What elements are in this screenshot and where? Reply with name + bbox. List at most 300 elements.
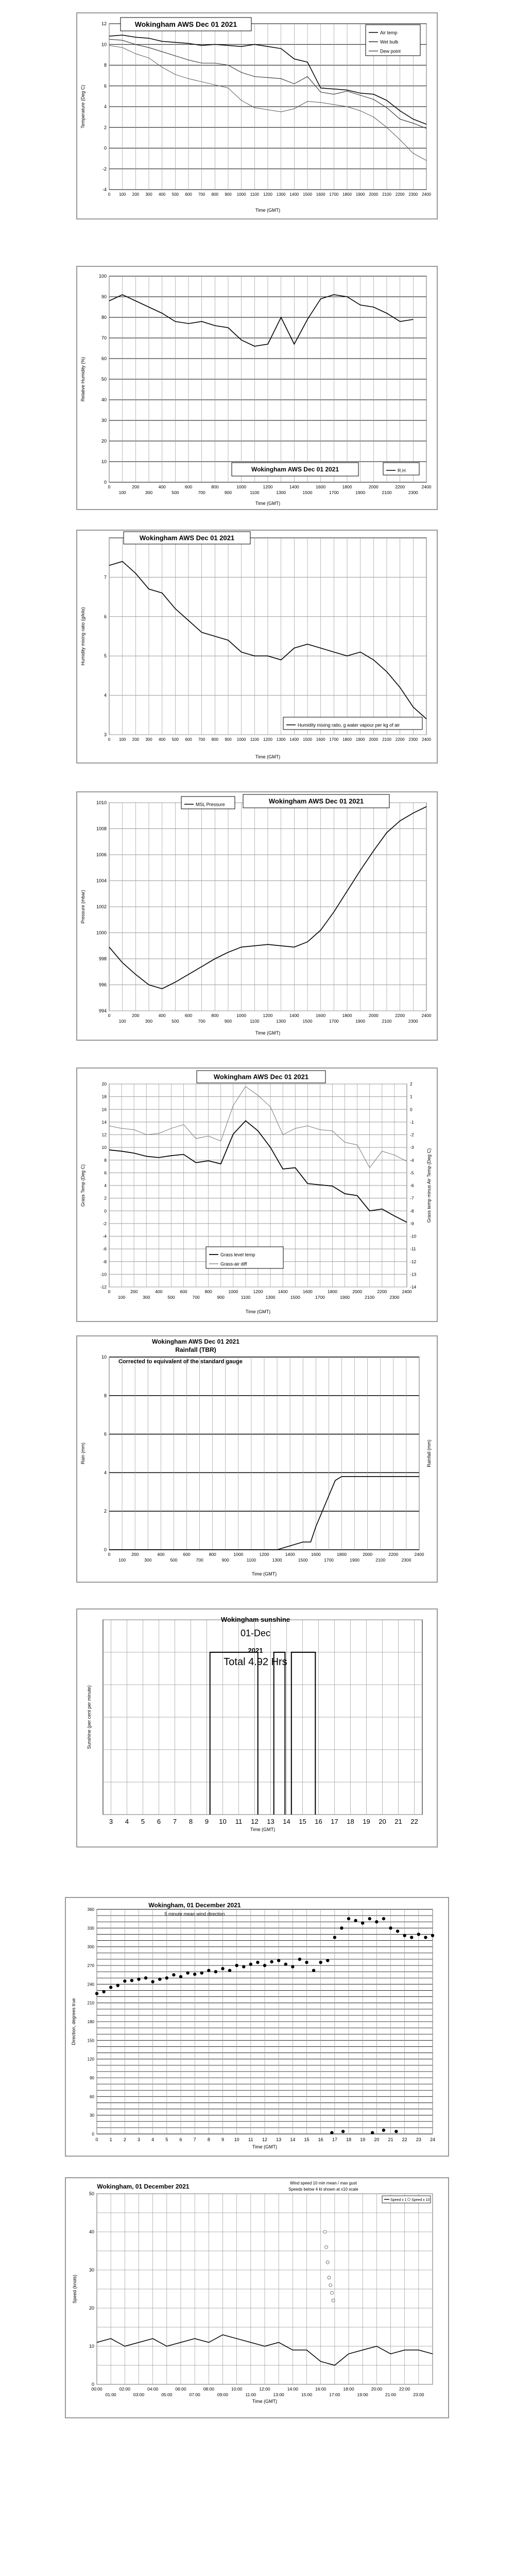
x-tick-label: 0: [108, 737, 111, 742]
x-tick-label: 2300: [408, 737, 418, 742]
x-tick-label: 800: [211, 737, 219, 742]
x-tick-label: 400: [158, 737, 166, 742]
x-tick-label: 2100: [382, 737, 391, 742]
y-tick-label: -4: [102, 187, 107, 192]
chart-subtitle: 5 minute mean wind direction: [164, 1911, 225, 1917]
x-tick-label: 1800: [342, 192, 352, 197]
y-tick-label: 6: [104, 1170, 107, 1176]
y2-tick-label: 0: [410, 1107, 413, 1112]
x-tick-label: 17: [332, 2137, 337, 2142]
x-tick-label: 0: [108, 484, 111, 489]
y-tick-label: 12: [101, 21, 107, 26]
chart-title: Wokingham AWS Dec 01 2021: [134, 20, 237, 28]
x-tick-label: 18: [346, 2137, 352, 2142]
grass-temp-chart-panel: [76, 1067, 438, 1322]
y-axis-label: Rain (mm): [80, 1443, 85, 1464]
x-tick-label: 2200: [395, 484, 405, 489]
direction-point: [347, 1917, 350, 1920]
y-tick-label: 40: [101, 397, 107, 402]
rainfall-chart: [77, 1336, 437, 1582]
y-tick-label: 14: [101, 1119, 107, 1125]
legend-label-0: R.H: [398, 468, 406, 473]
y-tick-label: 50: [89, 2191, 94, 2196]
y2-tick-label: -1: [410, 1119, 414, 1125]
x-tick-label: 1100: [250, 737, 259, 742]
y-tick-label: 996: [98, 982, 107, 988]
x-tick-label: 14: [283, 1818, 290, 1825]
y-tick-label: 2: [104, 1195, 107, 1201]
x-tick-label: 15: [299, 1818, 306, 1825]
direction-point: [235, 1964, 238, 1967]
x-tick-label: 1900: [340, 1295, 350, 1300]
x-tick-label: 800: [209, 1552, 216, 1557]
x-tick-label: 13: [276, 2137, 282, 2142]
y-tick-label: -2: [102, 1221, 107, 1226]
x-tick-label: 3: [137, 2137, 141, 2142]
x-tick-label: 1300: [276, 192, 286, 197]
legend-label-0: Humidity mixing ratio, g water vapour per kg of air: [298, 722, 400, 728]
x-tick-label: 2300: [408, 192, 418, 197]
x-tick-label: 200: [132, 484, 140, 489]
x-tick-label: 10: [234, 2137, 239, 2142]
y2-tick-label: -2: [410, 1132, 414, 1138]
x-tick-label: 24: [430, 2137, 436, 2142]
y-tick-label: -8: [102, 1259, 107, 1264]
y-axis-label: Speed (knots): [72, 2274, 77, 2304]
y-tick-label: 8: [104, 1157, 107, 1163]
legend-label-0: MSL Pressure: [196, 802, 225, 807]
y2-tick-label: -4: [410, 1157, 414, 1163]
x-tick-label: 700: [198, 1019, 205, 1024]
x-tick-label: 1000: [236, 737, 246, 742]
x-tick-label: 19: [363, 1818, 370, 1825]
x-tick-label: 02:00: [119, 2386, 130, 2392]
mixing-ratio-chart: [77, 531, 437, 762]
x-axis-label: Time (GMT): [250, 1827, 276, 1832]
x-tick-label: 16: [315, 1818, 322, 1825]
y-tick-label: 300: [87, 1944, 94, 1950]
y-tick-label: 8: [104, 62, 107, 68]
y-tick-label: 20: [101, 438, 107, 444]
direction-point: [256, 1961, 259, 1964]
x-tick-label: 200: [132, 192, 140, 197]
direction-point: [341, 2130, 345, 2133]
year-label: 2021: [248, 1647, 263, 1654]
y-tick-label: 1000: [96, 930, 107, 936]
x-tick-label: 1700: [329, 737, 339, 742]
y-tick-label: 1004: [96, 878, 107, 884]
mixing-ratio-chart-panel: [76, 530, 438, 764]
x-tick-label: 2400: [422, 192, 431, 197]
y-tick-label: 1010: [96, 800, 107, 805]
direction-point: [116, 1984, 119, 1987]
x-tick-label: 100: [117, 1295, 126, 1300]
chart-title: Wokingham, 01 December 2021: [148, 1902, 241, 1909]
direction-point: [382, 1917, 385, 1920]
direction-point: [123, 1979, 126, 1982]
x-tick-label: 1700: [329, 490, 339, 495]
direction-point: [382, 2129, 385, 2132]
x-tick-label: 200: [130, 1289, 138, 1294]
x-tick-label: 700: [196, 1557, 203, 1563]
x-tick-label: 01:00: [105, 2392, 116, 2397]
y-tick-label: 5: [104, 653, 107, 659]
y-tick-label: -2: [102, 166, 107, 172]
x-tick-label: 500: [167, 1295, 175, 1300]
x-tick-label: 1400: [278, 1289, 288, 1294]
y2-axis-label: Rainfall (mm): [426, 1439, 432, 1467]
chart-title: Wokingham AWS Dec 01 2021: [213, 1073, 309, 1081]
y2-tick-label: -6: [410, 1183, 414, 1188]
x-tick-label: 1700: [329, 1019, 339, 1024]
y-tick-label: 10: [101, 1354, 107, 1360]
speed-x10-point: [325, 2246, 328, 2249]
x-tick-label: 1200: [263, 192, 272, 197]
x-axis-label: Time (GMT): [245, 1309, 271, 1314]
x-tick-label: 1100: [250, 490, 260, 495]
direction-point: [179, 1975, 182, 1978]
x-tick-label: 700: [198, 192, 205, 197]
x-tick-label: 0: [108, 1289, 111, 1294]
x-tick-label: 2100: [375, 1557, 386, 1563]
y-axis-label: Sunshine (per cent per minute): [87, 1685, 92, 1749]
x-tick-label: 300: [145, 192, 152, 197]
total-label: Total 4.92 Hrs: [224, 1656, 287, 1668]
x-tick-label: 2400: [422, 737, 431, 742]
direction-point: [375, 1920, 378, 1923]
x-tick-label: 1900: [355, 737, 365, 742]
y-tick-label: 330: [87, 1926, 94, 1931]
x-tick-label: 2200: [395, 737, 405, 742]
x-tick-label: 2400: [414, 1552, 424, 1557]
x-tick-label: 700: [198, 490, 205, 495]
legend-label-1: Wet bulb: [380, 39, 399, 45]
x-tick-label: 1200: [263, 1013, 273, 1018]
x-tick-label: 1600: [316, 737, 325, 742]
sunshine-chart-panel: [76, 1608, 438, 1848]
y2-tick-label: -10: [410, 1233, 417, 1239]
x-tick-label: 2000: [369, 192, 379, 197]
y-tick-label: 6: [104, 83, 107, 89]
x-tick-label: 1800: [337, 1552, 347, 1557]
y-tick-label: 4: [104, 1183, 107, 1188]
x-tick-label: 15:00: [301, 2392, 313, 2397]
y-tick-label: 100: [98, 274, 107, 279]
x-tick-label: 900: [217, 1295, 225, 1300]
x-tick-label: 2000: [352, 1289, 363, 1294]
x-tick-label: 1900: [355, 192, 365, 197]
direction-point: [242, 1965, 245, 1968]
y-tick-label: 0: [104, 1547, 107, 1552]
wind-speed-chart: [66, 2178, 448, 2417]
x-tick-label: 2300: [408, 490, 418, 495]
x-tick-label: 2200: [395, 1013, 405, 1018]
x-tick-label: 300: [143, 1295, 150, 1300]
x-tick-label: 0: [108, 1013, 111, 1018]
x-tick-label: 1500: [290, 1295, 300, 1300]
speed-x10-point: [328, 2276, 331, 2279]
x-tick-label: 1800: [328, 1289, 337, 1294]
x-tick-label: 1200: [263, 737, 272, 742]
x-tick-label: 17: [331, 1818, 338, 1825]
x-tick-label: 06:00: [175, 2386, 186, 2392]
x-tick-label: 3: [109, 1818, 113, 1825]
legend-label-1: Grass-air diff: [220, 1261, 247, 1267]
y-tick-label: 240: [87, 1982, 94, 1987]
y2-tick-label: 2: [410, 1081, 413, 1087]
y-tick-label: 210: [87, 2001, 94, 2006]
x-tick-label: 1100: [241, 1295, 251, 1300]
x-tick-label: 6: [179, 2137, 182, 2142]
direction-point: [333, 1936, 336, 1939]
x-tick-label: 500: [171, 1019, 179, 1024]
x-tick-label: 19:00: [357, 2392, 368, 2397]
direction-point: [228, 1969, 231, 1972]
x-tick-label: 2000: [369, 737, 379, 742]
x-tick-label: 600: [185, 192, 192, 197]
x-tick-label: 2000: [368, 484, 379, 489]
x-tick-label: 1100: [246, 1557, 256, 1563]
x-tick-label: 500: [170, 1557, 178, 1563]
x-tick-label: 1500: [302, 490, 313, 495]
y-tick-label: 4: [104, 104, 107, 109]
direction-point: [394, 2130, 398, 2133]
x-tick-label: 1100: [250, 192, 259, 197]
y-axis-label: Direction, degrees true: [71, 1998, 76, 2045]
temperature-chart: [77, 13, 437, 218]
x-axis-label: Time (GMT): [252, 2399, 278, 2404]
speed-x10-point: [332, 2299, 335, 2302]
y2-tick-label: -8: [410, 1208, 414, 1214]
legend-label-0: Air temp: [380, 30, 398, 36]
y-tick-label: 12: [101, 1132, 107, 1138]
direction-point: [361, 1921, 364, 1924]
wind-direction-chart: [66, 1898, 448, 2156]
x-tick-label: 10:00: [231, 2386, 243, 2392]
direction-point: [172, 1973, 175, 1976]
x-tick-label: 1800: [342, 484, 352, 489]
x-tick-label: 12: [262, 2137, 268, 2142]
x-tick-label: 15: [304, 2137, 310, 2142]
chart-title: Wokingham, 01 December 2021: [97, 2183, 190, 2190]
x-tick-label: 2300: [401, 1557, 411, 1563]
x-tick-label: 2100: [382, 1019, 392, 1024]
x-tick-label: 1: [109, 2137, 112, 2142]
sunshine-chart: [77, 1609, 437, 1846]
y2-tick-label: -14: [410, 1284, 417, 1290]
x-tick-label: 2300: [408, 1019, 418, 1024]
x-tick-label: 23: [416, 2137, 421, 2142]
y-tick-label: 10: [101, 459, 107, 464]
x-tick-label: 0: [108, 192, 111, 197]
direction-point: [221, 1967, 224, 1970]
y2-tick-label: -9: [410, 1221, 414, 1226]
x-axis-label: Time (GMT): [252, 2144, 278, 2149]
x-tick-label: 09:00: [217, 2392, 229, 2397]
direction-point: [130, 1979, 133, 1982]
y-tick-label: 10: [101, 1145, 107, 1150]
legend-label-0: Grass level temp: [220, 1252, 255, 1258]
x-tick-label: 5: [165, 2137, 168, 2142]
x-tick-label: 10: [219, 1818, 227, 1825]
x-tick-label: 16:00: [315, 2386, 327, 2392]
y-tick-label: 10: [89, 2344, 94, 2349]
direction-point: [144, 1976, 147, 1979]
direction-point: [249, 1962, 252, 1965]
legend-label-2: Dew point: [380, 48, 401, 54]
direction-point: [270, 1960, 273, 1963]
direction-point: [403, 1934, 406, 1937]
x-tick-label: 22:00: [399, 2386, 410, 2392]
x-tick-label: 4: [151, 2137, 154, 2142]
x-tick-label: 1600: [316, 1013, 326, 1018]
direction-point: [396, 1929, 399, 1933]
direction-point: [109, 1986, 112, 1989]
x-tick-label: 04:00: [147, 2386, 159, 2392]
direction-point: [214, 1970, 217, 1973]
direction-point: [368, 1917, 371, 1920]
y-tick-label: 90: [90, 2076, 94, 2080]
direction-point: [158, 1977, 161, 1980]
x-tick-label: 8: [188, 1818, 193, 1825]
x-tick-label: 900: [224, 1019, 232, 1024]
chart-subtitle: Rainfall (TBR): [175, 1346, 216, 1353]
x-tick-label: 100: [118, 737, 126, 742]
y-tick-label: 6: [104, 1431, 107, 1437]
x-tick-label: 07:00: [189, 2392, 200, 2397]
y2-tick-label: -5: [410, 1170, 414, 1176]
x-tick-label: 200: [131, 1552, 139, 1557]
direction-point: [151, 1980, 154, 1983]
x-tick-label: 6: [157, 1818, 161, 1825]
x-tick-label: 2100: [382, 490, 392, 495]
pressure-chart-panel: [76, 791, 438, 1041]
x-tick-label: 13: [267, 1818, 274, 1825]
rainfall-chart-panel: [76, 1335, 438, 1583]
x-tick-label: 100: [118, 1557, 126, 1563]
direction-point: [207, 1969, 210, 1972]
x-tick-label: 08:00: [203, 2386, 214, 2392]
x-tick-label: 1300: [276, 490, 286, 495]
y-tick-label: 18: [101, 1094, 107, 1099]
x-tick-label: 700: [198, 737, 205, 742]
x-tick-label: 2300: [389, 1295, 400, 1300]
x-tick-label: 300: [145, 490, 153, 495]
x-tick-label: 1400: [285, 1552, 295, 1557]
x-tick-label: 900: [221, 1557, 229, 1563]
direction-point: [137, 1977, 140, 1980]
x-tick-label: 11:00: [245, 2392, 256, 2397]
x-tick-label: 1300: [265, 1295, 276, 1300]
x-tick-label: 2100: [365, 1295, 375, 1300]
x-tick-label: 18:00: [343, 2386, 354, 2392]
direction-point: [354, 1919, 357, 1922]
x-tick-label: 400: [158, 484, 166, 489]
x-tick-label: 11: [235, 1818, 243, 1825]
x-tick-label: 900: [224, 490, 232, 495]
y-tick-label: -10: [100, 1272, 107, 1277]
x-tick-label: 18: [347, 1818, 354, 1825]
y-tick-label: 1002: [96, 904, 107, 909]
y2-tick-label: -11: [410, 1246, 416, 1252]
x-tick-label: 800: [211, 1013, 219, 1018]
x-tick-label: 12: [251, 1818, 259, 1825]
y-tick-label: 50: [101, 377, 107, 382]
x-tick-label: 1200: [253, 1289, 263, 1294]
wind-direction-chart-panel: [65, 1897, 449, 2157]
x-tick-label: 1400: [289, 1013, 299, 1018]
x-tick-label: 0: [108, 1552, 111, 1557]
x-tick-label: 21: [394, 1818, 402, 1825]
y2-tick-label: -13: [410, 1272, 417, 1277]
x-tick-label: 20:00: [371, 2386, 382, 2392]
x-tick-label: 2200: [395, 192, 405, 197]
legend-label-1: Speed x 10: [411, 2198, 430, 2202]
speed-x10-point: [330, 2291, 333, 2294]
y-tick-label: 1006: [96, 852, 107, 857]
humidity-chart: [77, 267, 437, 509]
x-tick-label: 1700: [329, 192, 339, 197]
direction-point: [305, 1961, 308, 1964]
y-tick-label: 360: [87, 1907, 94, 1912]
x-tick-label: 1300: [272, 1557, 282, 1563]
y-tick-label: 20: [89, 2306, 94, 2311]
y-tick-label: -6: [102, 1246, 107, 1252]
x-tick-label: 00:00: [91, 2386, 102, 2392]
x-tick-label: 20: [379, 1818, 386, 1825]
y-tick-label: 4: [104, 1470, 107, 1476]
x-tick-label: 400: [157, 1552, 165, 1557]
y-tick-label: 20: [101, 1081, 107, 1087]
y-tick-label: 8: [104, 1393, 107, 1398]
direction-point: [102, 1990, 105, 1993]
x-tick-label: 1600: [316, 192, 325, 197]
x-tick-label: 1100: [250, 1019, 260, 1024]
y-tick-label: 60: [101, 356, 107, 361]
y-tick-label: 0: [104, 145, 107, 151]
y-tick-label: 270: [87, 1963, 94, 1968]
x-tick-label: 1500: [298, 1557, 308, 1563]
x-tick-label: 900: [225, 737, 232, 742]
y-axis-label: Relative Humidity (%): [80, 357, 85, 402]
chart-title: Wokingham AWS Dec 01 2021: [139, 534, 235, 542]
x-tick-label: 1600: [311, 1552, 321, 1557]
x-tick-label: 5: [141, 1818, 145, 1825]
x-tick-label: 14: [290, 2137, 296, 2142]
x-tick-label: 22: [410, 1818, 418, 1825]
x-tick-label: 300: [145, 1019, 153, 1024]
y-tick-label: 998: [98, 956, 107, 961]
pressure-chart: [77, 792, 437, 1040]
x-tick-label: 22: [402, 2137, 407, 2142]
x-tick-label: 400: [158, 1013, 166, 1018]
y-tick-label: 6: [104, 614, 107, 619]
y-axis-label: Humidity mixing ratio (g/kilo): [80, 607, 85, 666]
x-tick-label: 9: [221, 2137, 225, 2142]
direction-point: [291, 1965, 294, 1968]
x-tick-label: 600: [180, 1289, 187, 1294]
direction-point: [410, 1936, 413, 1939]
x-tick-label: 1000: [236, 1013, 247, 1018]
y2-tick-label: -3: [410, 1145, 414, 1150]
x-tick-label: 17:00: [329, 2392, 340, 2397]
y-axis-label: Pressure (mbar): [80, 890, 85, 924]
x-tick-label: 1600: [316, 484, 326, 489]
y-tick-label: 40: [89, 2229, 94, 2234]
x-tick-label: 800: [204, 1289, 212, 1294]
x-tick-label: 2400: [421, 1013, 432, 1018]
y-tick-label: -12: [100, 1284, 107, 1290]
